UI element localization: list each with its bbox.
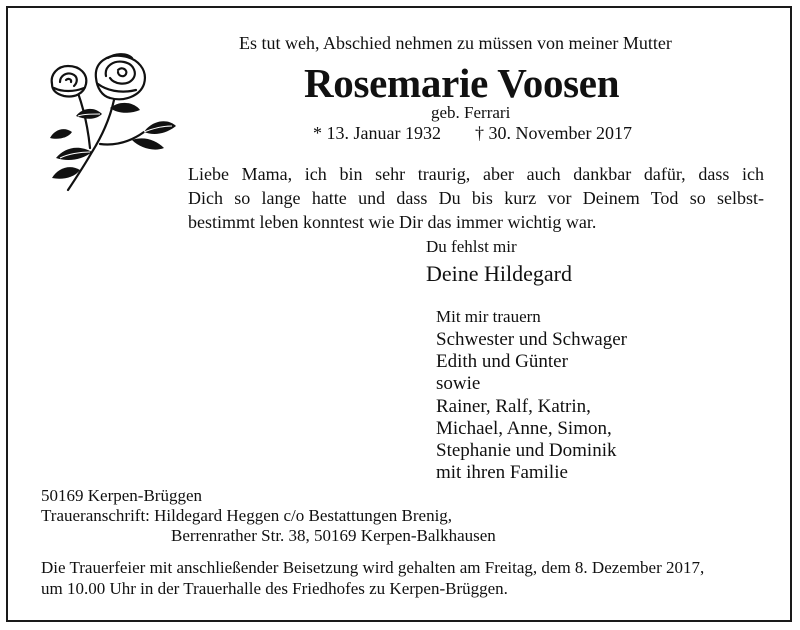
birth-name: geb. Ferrari <box>431 103 511 122</box>
mourners-list <box>436 329 627 484</box>
message-line: bestimmt leben konntest wie Dir das immer wichtig war. <box>188 212 597 232</box>
birth-date: * 13. Januar 1932 <box>313 123 441 143</box>
ceremony-line: um 10.00 Uhr in der Trauerhalle des Friedhofes zu Kerpen-Brüggen. <box>41 579 508 598</box>
mourner-line: Schwester und Schwager <box>436 329 628 350</box>
intro-line: Es tut weh, Abschied nehmen zu müssen von meiner Mutter <box>239 33 672 53</box>
death-date: † 30. November 2017 <box>475 123 632 143</box>
ceremony-info <box>41 557 704 599</box>
rose-icon <box>36 48 186 198</box>
signature: Deine Hildegard <box>426 261 572 286</box>
place-line: 50169 Kerpen-Brüggen <box>41 486 202 505</box>
message-line: Dich so lange hatte und dass Du bis kurz vor Deinem Tod so selbst- <box>188 188 764 208</box>
mourner-line: Stephanie und Dominik <box>436 440 617 462</box>
mourner-line: mit ihren Familie <box>436 462 568 484</box>
mourner-line: Edith und Günter <box>436 351 568 373</box>
mourner-line: sowie <box>436 373 481 395</box>
address-line: Berrenrather Str. 38, 50169 Kerpen-Balkhausen <box>171 526 496 545</box>
message-text <box>188 162 764 234</box>
mourners-heading: Mit mir trauern <box>436 307 541 326</box>
mourner-line: Rainer, Ralf, Katrin, <box>436 395 591 417</box>
mourner-line: Michael, Anne, Simon, <box>436 417 612 439</box>
address-line: Traueranschrift: Hildegard Heggen c/o Bestattungen Brenig, <box>41 506 453 525</box>
ceremony-line: Die Trauerfeier mit anschließender Beisetzung wird gehalten am Freitag, dem 8. Dezember 2017, <box>41 558 705 577</box>
deceased-name: Rosemarie Voosen <box>304 60 620 106</box>
message-line: Liebe Mama, ich bin sehr traurig, aber auch dankbar dafür, dass ich <box>188 164 764 184</box>
missing-line: Du fehlst mir <box>426 237 517 256</box>
mourning-address <box>41 486 496 546</box>
